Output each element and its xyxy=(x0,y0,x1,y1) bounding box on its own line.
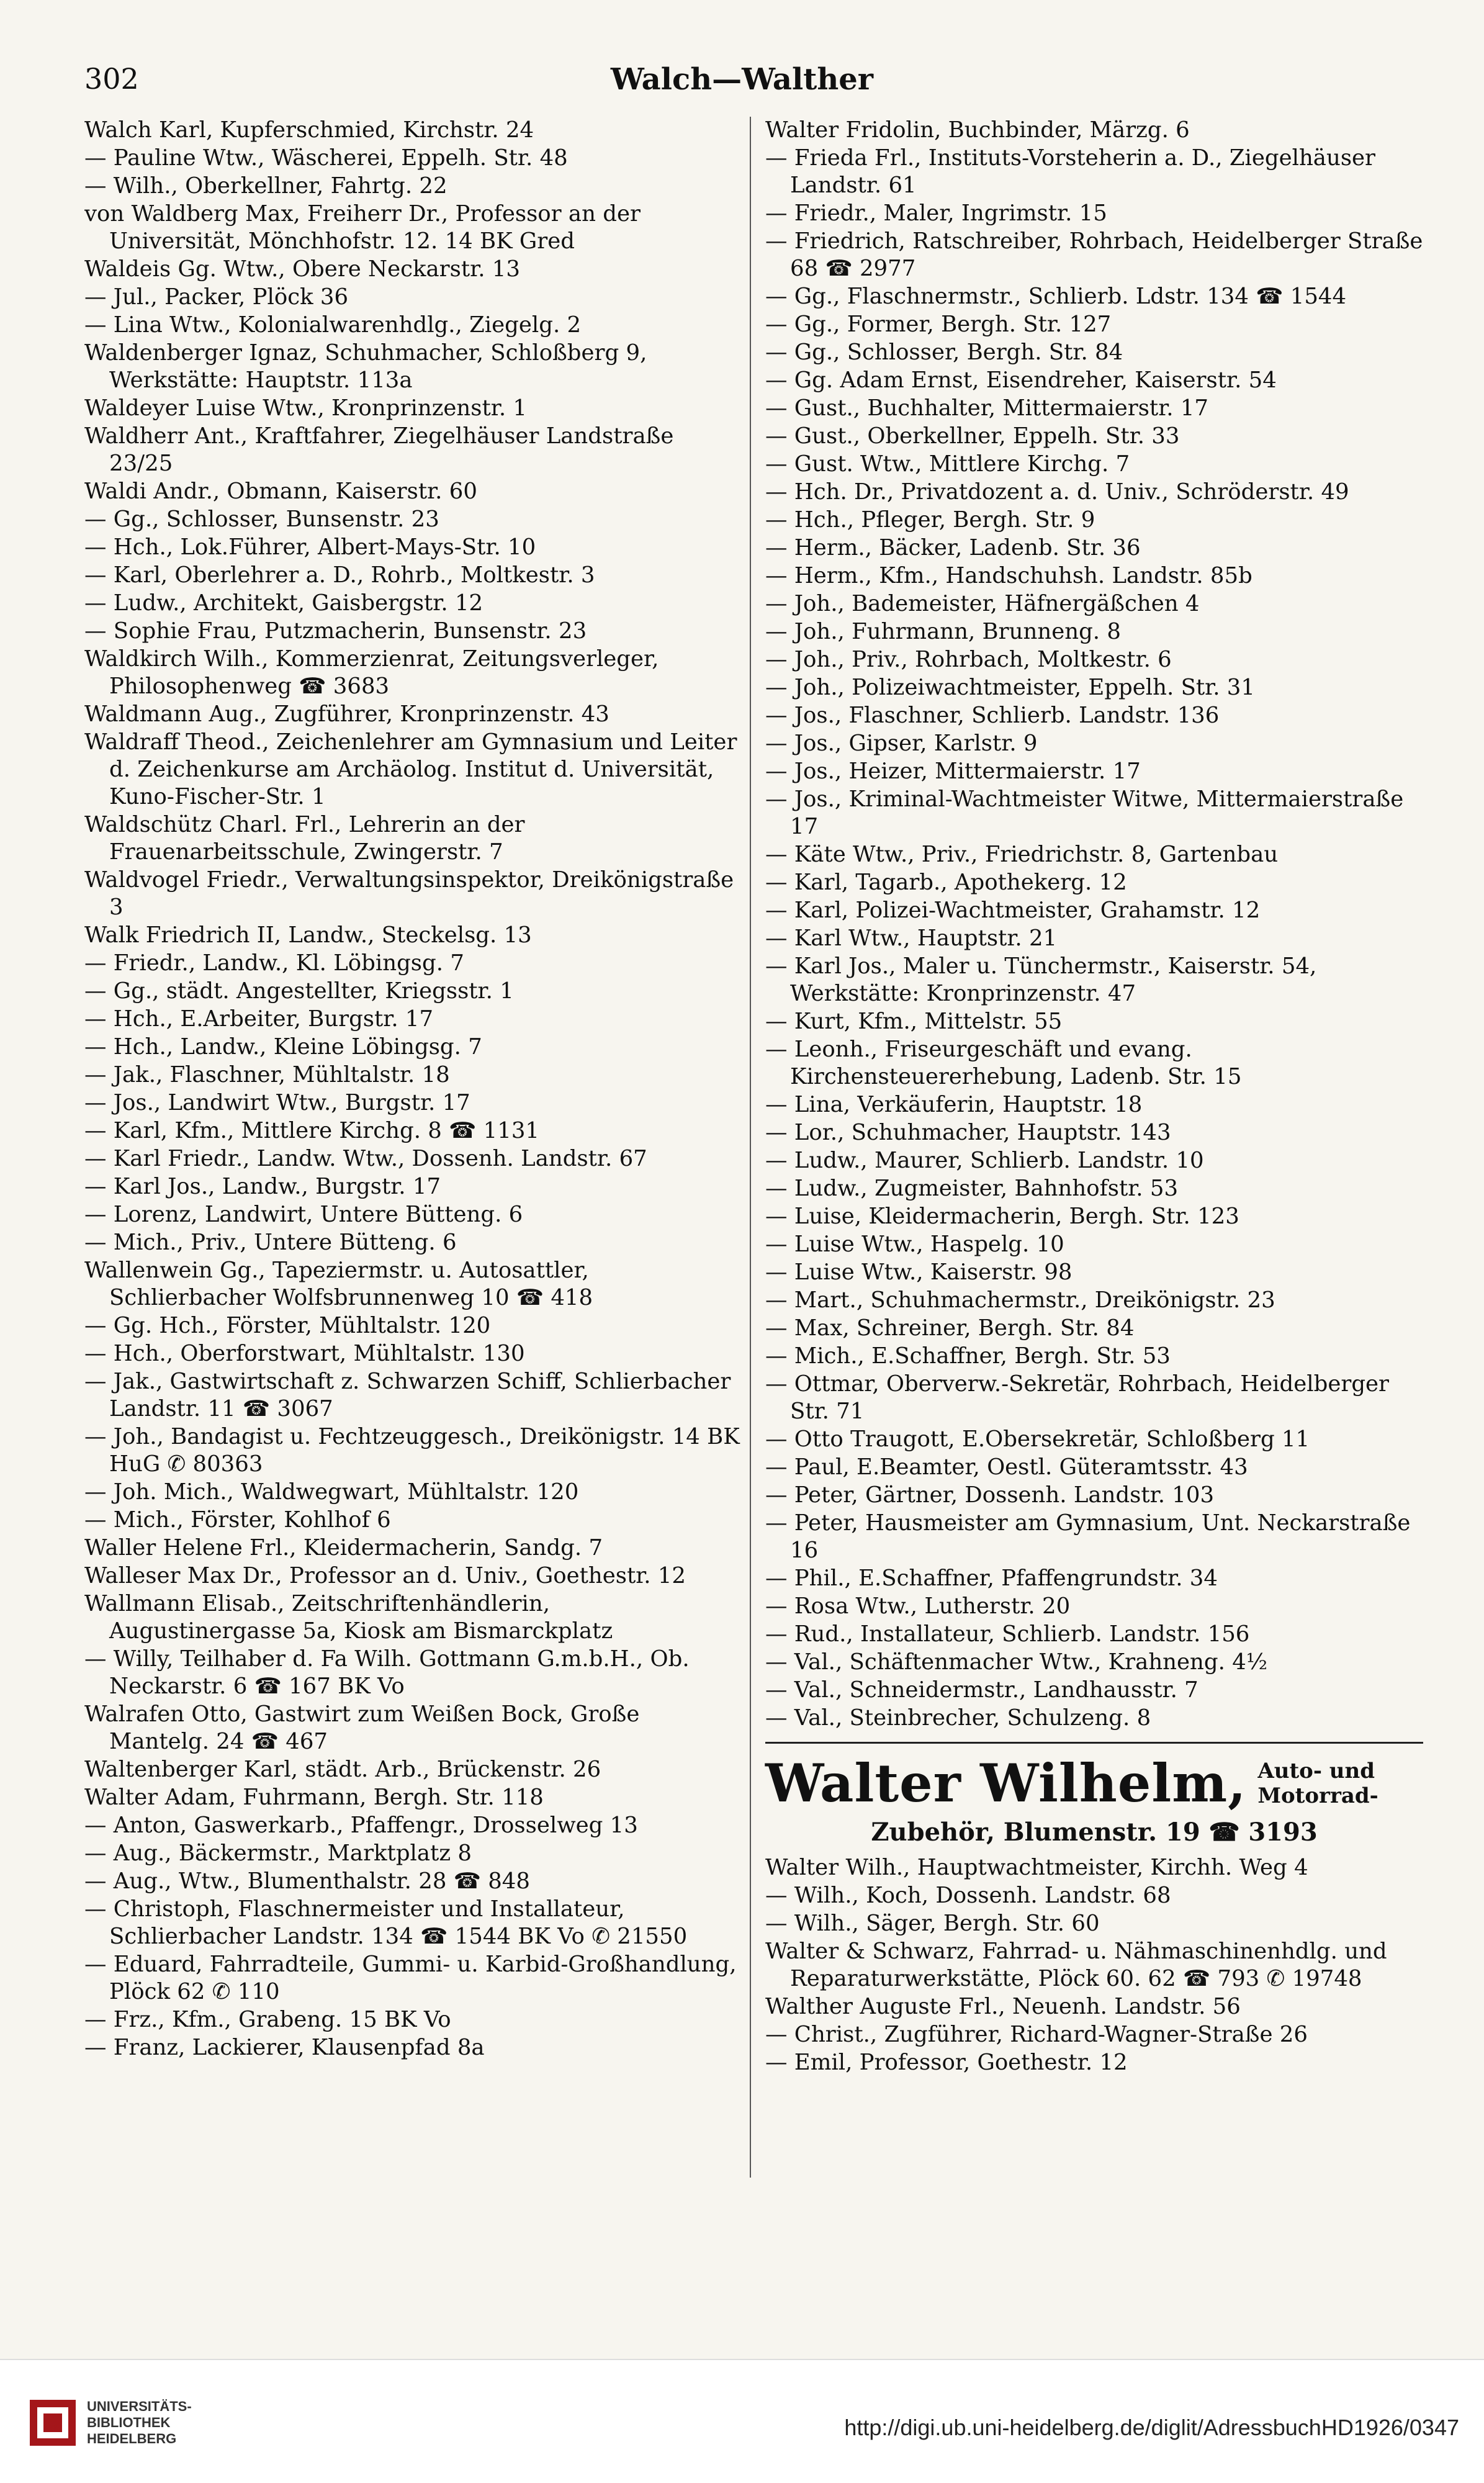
directory-entry: Wallmann Elisab., Zeitschriftenhändlerin, Augustinergasse 5a, Kiosk am Bismarckplatz xyxy=(84,1591,613,1644)
directory-entry: Walter Adam, Fuhrmann, Bergh. Str. 118 xyxy=(84,1785,544,1810)
directory-entry: — Gg. Adam Ernst, Eisendreher, Kaiserstr. 54 xyxy=(765,367,1277,393)
library-logo-icon xyxy=(25,2395,81,2451)
directory-entry: — Mart., Schuhmachermstr., Dreikönigstr. 23 xyxy=(765,1287,1275,1313)
directory-entry: — Joh., Fuhrmann, Brunneng. 8 xyxy=(765,619,1121,644)
library-name xyxy=(87,2399,192,2447)
directory-entry: — Jos., Heizer, Mittermaierstr. 17 xyxy=(765,759,1141,784)
advertisement xyxy=(765,1742,1423,1849)
source-url-link[interactable]: http://digi.ub.uni-heidelberg.de/diglit/AdressbuchHD1926/0347 xyxy=(844,2415,1459,2440)
directory-entry: — Käte Wtw., Priv., Friedrichstr. 8, Gartenbau xyxy=(765,842,1279,867)
directory-entry: — Herm., Bäcker, Ladenb. Str. 36 xyxy=(765,535,1141,561)
directory-entry: — Karl Jos., Landw., Burgstr. 17 xyxy=(84,1174,441,1199)
directory-entry: — Hch., Lok.Führer, Albert-Mays-Str. 10 xyxy=(84,534,536,560)
directory-entry: — Gg., Flaschnermstr., Schlierb. Ldstr. 134 ☎ 1544 xyxy=(765,284,1347,309)
directory-entry: — Gust. Wtw., Mittlere Kirchg. 7 xyxy=(765,451,1130,477)
directory-entry: — Kurt, Kfm., Mittelstr. 55 xyxy=(765,1009,1063,1034)
page-number: 302 xyxy=(84,62,139,96)
directory-entry: — Gg., Former, Bergh. Str. 127 xyxy=(765,312,1112,337)
directory-entry: — Jak., Gastwirtschaft z. Schwarzen Schiff, Schlierbacher Landstr. 11 ☎ 3067 xyxy=(84,1369,731,1422)
directory-entry: — Gust., Oberkellner, Eppelh. Str. 33 xyxy=(765,423,1180,449)
directory-entry: — Frieda Frl., Instituts-Vorsteherin a. D., Ziegelhäuser Landstr. 61 xyxy=(765,145,1376,198)
directory-entry: — Val., Schneidermstr., Landhausstr. 7 xyxy=(765,1677,1198,1703)
directory-entry: — Hch. Dr., Privatdozent a. d. Univ., Schröderstr. 49 xyxy=(765,479,1349,505)
library-line3: HEIDELBERG xyxy=(87,2431,177,2446)
directory-entry: — Gg., Schlosser, Bunsenstr. 23 xyxy=(84,507,439,532)
directory-entry: Waldkirch Wilh., Kommerzienrat, Zeitungsverleger, Philosophenweg ☎ 3683 xyxy=(84,646,659,699)
directory-entry: — Jos., Kriminal-Wachtmeister Witwe, Mittermaierstraße 17 xyxy=(765,786,1404,839)
directory-entry: — Wilh., Säger, Bergh. Str. 60 xyxy=(765,1911,1100,1936)
directory-entry: Waldvogel Friedr., Verwaltungsinspektor, Dreikönigstraße 3 xyxy=(84,867,734,920)
right-column-bottom-list xyxy=(765,1854,1423,2076)
directory-entry: — Joh., Bademeister, Häfnergäßchen 4 xyxy=(765,591,1200,616)
directory-entry: — Frz., Kfm., Grabeng. 15 BK Vo xyxy=(84,2007,451,2032)
directory-entry: — Luise Wtw., Kaiserstr. 98 xyxy=(765,1260,1073,1285)
directory-entry: Waldherr Ant., Kraftfahrer, Ziegelhäuser Landstraße 23/25 xyxy=(84,423,674,476)
advertisement-side-line1: Auto- und xyxy=(1257,1759,1375,1783)
directory-entry: — Eduard, Fahrradteile, Gummi- u. Karbid-Großhandlung, Plöck 62 ✆ 110 xyxy=(84,1952,737,2004)
directory-entry: — Jos., Flaschner, Schlierb. Landstr. 136 xyxy=(765,703,1220,728)
directory-entry: — Karl, Polizei-Wachtmeister, Grahamstr. 12 xyxy=(765,898,1261,923)
directory-entry: — Paul, E.Beamter, Oestl. Güteramtsstr. 43 xyxy=(765,1454,1248,1480)
directory-entry: — Karl, Kfm., Mittlere Kirchg. 8 ☎ 1131 xyxy=(84,1118,540,1143)
directory-entry: — Karl Jos., Maler u. Tünchermstr., Kaiserstr. 54, Werkstätte: Kronprinzenstr. 47 xyxy=(765,953,1317,1006)
directory-entry: Walrafen Otto, Gastwirt zum Weißen Bock, Große Mantelg. 24 ☎ 467 xyxy=(84,1701,640,1754)
directory-entry: Walter & Schwarz, Fahrrad- u. Nähmaschinenhdlg. und Reparaturwerkstätte, Plöck 60. 62 ☎ 793 ✆ 19748 xyxy=(765,1939,1387,1991)
directory-entry: — Peter, Hausmeister am Gymnasium, Unt. Neckarstraße 16 xyxy=(765,1510,1411,1563)
directory-entry: — Willy, Teilhaber d. Fa Wilh. Gottmann G.m.b.H., Ob. Neckarstr. 6 ☎ 167 BK Vo xyxy=(84,1646,690,1699)
directory-entry: Walch Karl, Kupferschmied, Kirchstr. 24 xyxy=(84,117,534,143)
directory-entry: — Mich., Förster, Kohlhof 6 xyxy=(84,1507,391,1533)
directory-entry: — Mich., E.Schaffner, Bergh. Str. 53 xyxy=(765,1343,1171,1369)
directory-entry: — Wilh., Oberkellner, Fahrtg. 22 xyxy=(84,173,447,199)
directory-entry: — Rosa Wtw., Lutherstr. 20 xyxy=(765,1593,1071,1619)
directory-entry: — Ottmar, Oberverw.-Sekretär, Rohrbach, Heidelberger Str. 71 xyxy=(765,1371,1390,1424)
directory-entry: — Gg. Hch., Förster, Mühltalstr. 120 xyxy=(84,1313,491,1338)
directory-entry: Waldschütz Charl. Frl., Lehrerin an der Frauenarbeitsschule, Zwingerstr. 7 xyxy=(84,812,525,865)
directory-entry: — Karl Friedr., Landw. Wtw., Dossenh. Landstr. 67 xyxy=(84,1146,647,1171)
directory-entry: — Val., Schäftenmacher Wtw., Krahneng. 4½ xyxy=(765,1649,1268,1675)
directory-entry: — Jos., Landwirt Wtw., Burgstr. 17 xyxy=(84,1090,470,1115)
right-column-top-list xyxy=(765,117,1423,1732)
directory-entry: — Sophie Frau, Putzmacherin, Bunsenstr. 23 xyxy=(84,618,587,644)
directory-entry: — Lina, Verkäuferin, Hauptstr. 18 xyxy=(765,1092,1143,1117)
directory-entry: — Friedr., Maler, Ingrimstr. 15 xyxy=(765,201,1107,226)
directory-entry: — Val., Steinbrecher, Schulzeng. 8 xyxy=(765,1705,1151,1731)
directory-entry: — Wilh., Koch, Dossenh. Landstr. 68 xyxy=(765,1883,1171,1908)
directory-entry: — Aug., Bäckermstr., Marktplatz 8 xyxy=(84,1841,472,1866)
directory-entry: — Gg., Schlosser, Bergh. Str. 84 xyxy=(765,340,1123,365)
directory-entry: — Luise, Kleidermacherin, Bergh. Str. 123 xyxy=(765,1204,1239,1229)
directory-entry: — Pauline Wtw., Wäscherei, Eppelh. Str. 48 xyxy=(84,145,568,171)
directory-entry: — Joh., Priv., Rohrbach, Moltkestr. 6 xyxy=(765,647,1172,672)
directory-entry: — Jak., Flaschner, Mühltalstr. 18 xyxy=(84,1062,450,1088)
directory-entry: Waldenberger Ignaz, Schuhmacher, Schloßberg 9, Werkstätte: Hauptstr. 113a xyxy=(84,340,647,393)
directory-entry: — Christoph, Flaschnermeister und Installateur, Schlierbacher Landstr. 134 ☎ 1544 BK Vo ✆ 21550 xyxy=(84,1896,688,1949)
directory-entry: — Karl, Oberlehrer a. D., Rohrb., Moltkestr. 3 xyxy=(84,562,595,588)
directory-entry: — Peter, Gärtner, Dossenh. Landstr. 103 xyxy=(765,1482,1215,1508)
directory-entry: Waltenberger Karl, städt. Arb., Brückenstr. 26 xyxy=(84,1757,601,1782)
directory-entry: — Gust., Buchhalter, Mittermaierstr. 17 xyxy=(765,395,1209,421)
library-line2: BIBLIOTHEK xyxy=(87,2415,171,2430)
directory-entry: — Ludw., Architekt, Gaisbergstr. 12 xyxy=(84,590,483,616)
directory-entry: — Friedrich, Ratschreiber, Rohrbach, Heidelberger Straße 68 ☎ 2977 xyxy=(765,228,1423,281)
directory-entry: — Joh., Bandagist u. Fechtzeuggesch., Dreikönigstr. 14 BK HuG ✆ 80363 xyxy=(84,1424,740,1477)
directory-entry: — Rud., Installateur, Schlierb. Landstr. 156 xyxy=(765,1621,1250,1647)
directory-entry: von Waldberg Max, Freiherr Dr., Professor an der Universität, Mönchhofstr. 12. 14 BK Gred xyxy=(84,201,641,254)
directory-entry: — Luise Wtw., Haspelg. 10 xyxy=(765,1232,1064,1257)
running-title: Walch—Walther xyxy=(610,62,874,97)
directory-entry: — Ludw., Maurer, Schlierb. Landstr. 10 xyxy=(765,1148,1204,1173)
directory-entry: — Gg., städt. Angestellter, Kriegsstr. 1 xyxy=(84,978,514,1004)
directory-entry: — Hch., Landw., Kleine Löbingsg. 7 xyxy=(84,1034,482,1060)
directory-entry: Waldmann Aug., Zugführer, Kronprinzenstr. 43 xyxy=(84,701,609,727)
page-header xyxy=(84,62,1400,112)
advertisement-side xyxy=(1257,1759,1378,1808)
directory-entry: Waldeis Gg. Wtw., Obere Neckarstr. 13 xyxy=(84,256,520,282)
advertisement-side-line2: Motorrad- xyxy=(1257,1783,1378,1808)
column-divider xyxy=(750,117,751,2178)
directory-entry: Waldeyer Luise Wtw., Kronprinzenstr. 1 xyxy=(84,395,527,421)
directory-entry: Waller Helene Frl., Kleidermacherin, Sandg. 7 xyxy=(84,1535,603,1561)
directory-entry: Walter Fridolin, Buchbinder, Märzg. 6 xyxy=(765,117,1190,143)
left-column xyxy=(84,117,742,2062)
directory-entry: Wallenwein Gg., Tapeziermstr. u. Autosattler, Schlierbacher Wolfsbrunnenweg 10 ☎ 418 xyxy=(84,1258,593,1310)
directory-entry: — Joh. Mich., Waldwegwart, Mühltalstr. 120 xyxy=(84,1479,579,1505)
directory-entry: — Franz, Lackierer, Klausenpfad 8a xyxy=(84,2035,485,2060)
advertisement-address: Zubehör, Blumenstr. 19 ☎ 3193 xyxy=(871,1818,1318,1847)
directory-entry: — Herm., Kfm., Handschuhsh. Landstr. 85b xyxy=(765,563,1252,588)
directory-entry: Waldraff Theod., Zeichenlehrer am Gymnasium und Leiter d. Zeichenkurse am Archäolog. Institut d. Universität, Kuno-Fischer-Str. 1 xyxy=(84,729,737,809)
directory-entry: — Ludw., Zugmeister, Bahnhofstr. 53 xyxy=(765,1176,1179,1201)
directory-entry: — Jos., Gipser, Karlstr. 9 xyxy=(765,731,1038,756)
directory-entry: — Anton, Gaswerkarb., Pfaffengr., Drosselweg 13 xyxy=(84,1813,638,1838)
directory-entry: — Lor., Schuhmacher, Hauptstr. 143 xyxy=(765,1120,1171,1145)
directory-entry: — Phil., E.Schaffner, Pfaffengrundstr. 34 xyxy=(765,1566,1218,1591)
directory-entry: — Friedr., Landw., Kl. Löbingsg. 7 xyxy=(84,950,464,976)
directory-entry: Walter Wilh., Hauptwachtmeister, Kirchh. Weg 4 xyxy=(765,1855,1308,1880)
directory-entry: — Hch., Pfleger, Bergh. Str. 9 xyxy=(765,507,1095,533)
footer xyxy=(0,2359,1484,2483)
directory-entry: — Karl Wtw., Hauptstr. 21 xyxy=(765,926,1058,951)
directory-entry: — Aug., Wtw., Blumenthalstr. 28 ☎ 848 xyxy=(84,1868,530,1894)
directory-entry: — Lina Wtw., Kolonialwarenhdlg., Ziegelg. 2 xyxy=(84,312,582,338)
library-line1: UNIVERSITÄTS- xyxy=(87,2399,192,2414)
directory-entry: Waldi Andr., Obmann, Kaiserstr. 60 xyxy=(84,479,477,504)
directory-entry: — Max, Schreiner, Bergh. Str. 84 xyxy=(765,1315,1135,1341)
directory-entry: Walther Auguste Frl., Neuenh. Landstr. 56 xyxy=(765,1994,1241,2019)
directory-entry: — Jul., Packer, Plöck 36 xyxy=(84,284,349,310)
directory-entry: — Otto Traugott, E.Obersekretär, Schloßberg 11 xyxy=(765,1426,1310,1452)
directory-entry: — Mich., Priv., Untere Bütteng. 6 xyxy=(84,1230,457,1255)
directory-entry: — Hch., E.Arbeiter, Burgstr. 17 xyxy=(84,1006,434,1032)
directory-entry: — Karl, Tagarb., Apothekerg. 12 xyxy=(765,870,1127,895)
directory-entry: — Lorenz, Landwirt, Untere Bütteng. 6 xyxy=(84,1202,523,1227)
directory-entry: — Leonh., Friseurgeschäft und evang. Kirchensteuererhebung, Ladenb. Str. 15 xyxy=(765,1037,1242,1089)
directory-entry: — Christ., Zugführer, Richard-Wagner-Straße 26 xyxy=(765,2022,1308,2047)
directory-entry: Walk Friedrich II, Landw., Steckelsg. 13 xyxy=(84,922,532,948)
right-column xyxy=(765,117,1423,2077)
advertisement-name: Walter Wilhelm, xyxy=(765,1752,1247,1814)
directory-entry: — Hch., Oberforstwart, Mühltalstr. 130 xyxy=(84,1341,525,1366)
directory-entry: — Joh., Polizeiwachtmeister, Eppelh. Str. 31 xyxy=(765,675,1255,700)
directory-entry: Walleser Max Dr., Professor an d. Univ., Goethestr. 12 xyxy=(84,1563,686,1588)
directory-entry: — Emil, Professor, Goethestr. 12 xyxy=(765,2050,1128,2075)
